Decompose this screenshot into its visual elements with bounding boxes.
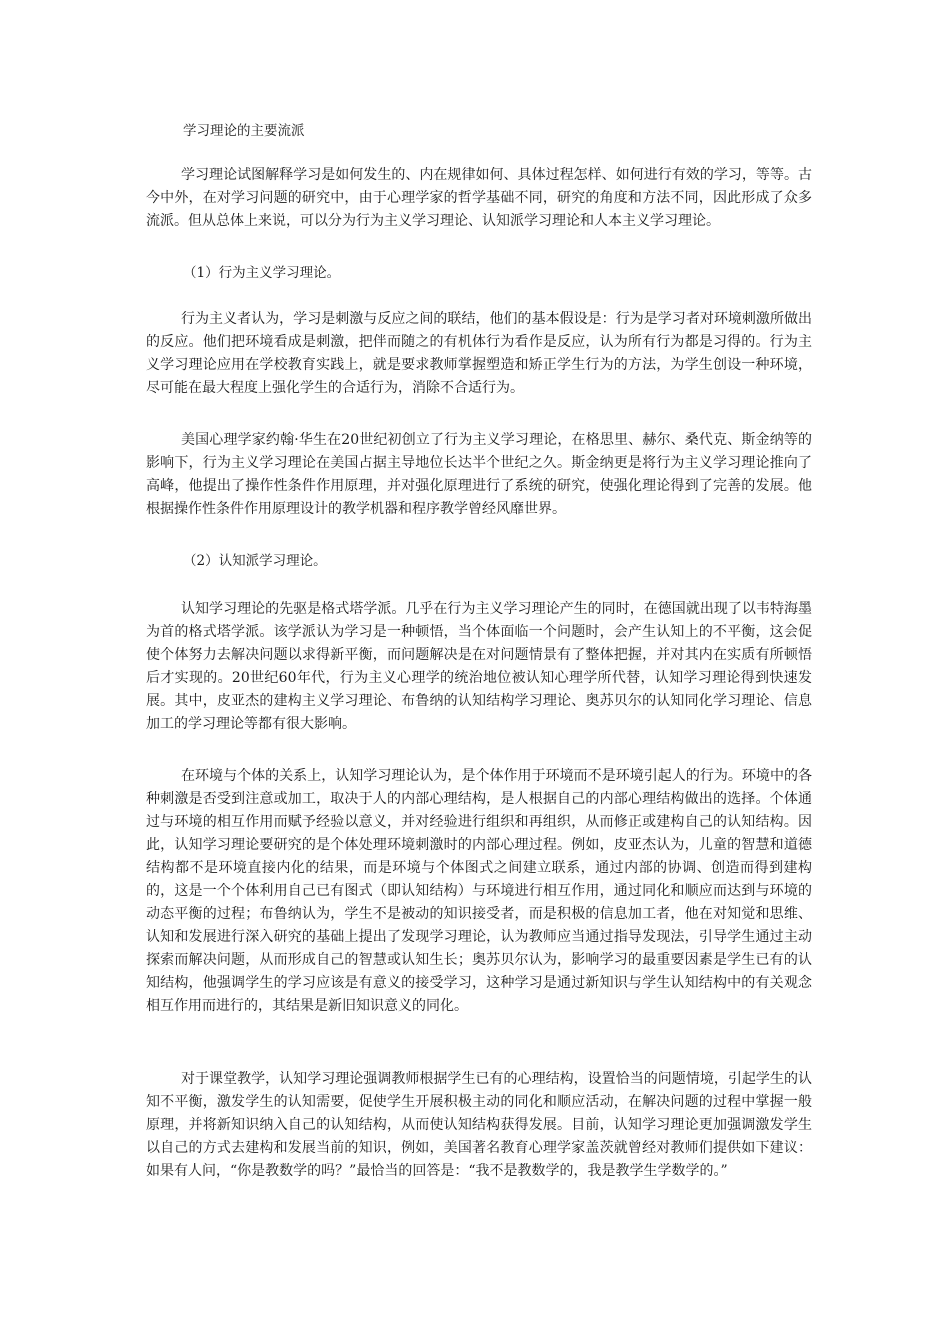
paragraph-behaviorism-history: 美国心理学家约翰·华生在20世纪初创立了行为主义学习理论，在格思里、赫尔、桑代克、斯金纳等的影响下，行为主义学习理论在美国占据主导地位长达半个世纪之久。斯金纳更是将行为主义学习理论推向了高峰，他提出了操作性条件作用原理，并对强化原理进行了系统的研究，使强化理论得到了完善的发展。他根据操作性条件作用原理设计的教学机器和程序教学曾经风靡世界。	[146, 432, 812, 517]
paragraph-intro: 学习理论试图解释学习是如何发生的、内在规律如何、具体过程怎样、如何进行有效的学习，等等。古今中外，在对学习问题的研究中，由于心理学家的哲学基础不同，研究的角度和方法不同，因此形成了众多流派。但从总体上来说，可以分为行为主义学习理论、认知派学习理论和人本主义学习理论。	[146, 167, 812, 229]
paragraph-cognitive-origin: 认知学习理论的先驱是格式塔学派。几乎在行为主义学习理论产生的同时，在德国就出现了以韦特海墨为首的格式塔学派。该学派认为学习是一种顿悟，当个体面临一个问题时，会产生认知上的不平衡，这会促使个体努力去解决问题以求得新平衡，而问题解决是在对问题情景有了整体把握，并对其内在实质有所顿悟后才实现的。20世纪60年代，行为主义心理学的统治地位被认知心理学所代替，认知学习理论得到快速发展。其中，皮亚杰的建构主义学习理论、布鲁纳的认知结构学习理论、奥苏贝尔的认知同化学习理论、信息加工的学习理论等都有很大影响。	[146, 601, 812, 732]
section-heading-cognitive: （2）认知派学习理论。	[183, 553, 327, 569]
document-title: 学习理论的主要流派	[183, 123, 305, 139]
paragraph-cognitive-environment: 在环境与个体的关系上，认知学习理论认为，是个体作用于环境而不是环境引起人的行为。环境中的各种刺激是否受到注意或加工，取决于人的内部心理结构，是人根据自己的内部心理结构做出的选择。个体通过与环境的相互作用而赋予经验以意义，并对经验进行组织和再组织，从而修正或建构自己的认知结构。因此，认知学习理论要研究的是个体处理环境刺激时的内部心理过程。例如，皮亚杰认为，儿童的智慧和道德结构都不是环境直接内化的结果，而是环境与个体图式之间建立联系，通过内部的协调、创造而得到建构的，这是一个个体利用自己已有图式（即认知结构）与环境进行相互作用，通过同化和顺应而达到与环境的动态平衡的过程；布鲁纳认为，学生不是被动的知识接受者，而是积极的信息加工者，他在对知觉和思维、认知和发展进行深入研究的基础上提出了发现学习理论，认为教师应当通过指导发现法，引导学生通过主动探索而解决问题，从而形成自己的智慧或认知生长；奥苏贝尔认为，影响学习的最重要因素是学生已有的认知结构，他强调学生的学习应该是有意义的接受学习，这种学习是通过新知识与学生认知结构中的有关观念相互作用而进行的，其结果是新旧知识意义的同化。	[146, 768, 812, 1014]
paragraph-classroom-teaching: 对于课堂教学，认知学习理论强调教师根据学生已有的心理结构，设置恰当的问题情境，引起学生的认知不平衡，激发学生的认知需要，促使学生开展积极主动的同化和顺应活动，在解决问题的过程中掌握一般原理，并将新知识纳入自己的认知结构，从而使认知结构获得发展。目前，认知学习理论更加强调激发学生以自己的方式去建构和发展当前的知识，例如，美国著名教育心理学家盖茨就曾经对教师们提供如下建议：如果有人问，“你是教数学的吗？”最恰当的回答是：“我不是教数学的，我是教学生学数学的。”	[146, 1071, 812, 1179]
paragraph-behaviorism-definition: 行为主义者认为，学习是刺激与反应之间的联结，他们的基本假设是：行为是学习者对环境刺激所做出的反应。他们把环境看成是刺激，把伴而随之的有机体行为看作是反应，认为所有行为都是习得的。行为主义学习理论应用在学校教育实践上，就是要求教师掌握塑造和矫正学生行为的方法，为学生创设一种环境，尽可能在最大程度上强化学生的合适行为，消除不合适行为。	[146, 311, 812, 396]
section-heading-behaviorism: （1）行为主义学习理论。	[183, 265, 341, 281]
